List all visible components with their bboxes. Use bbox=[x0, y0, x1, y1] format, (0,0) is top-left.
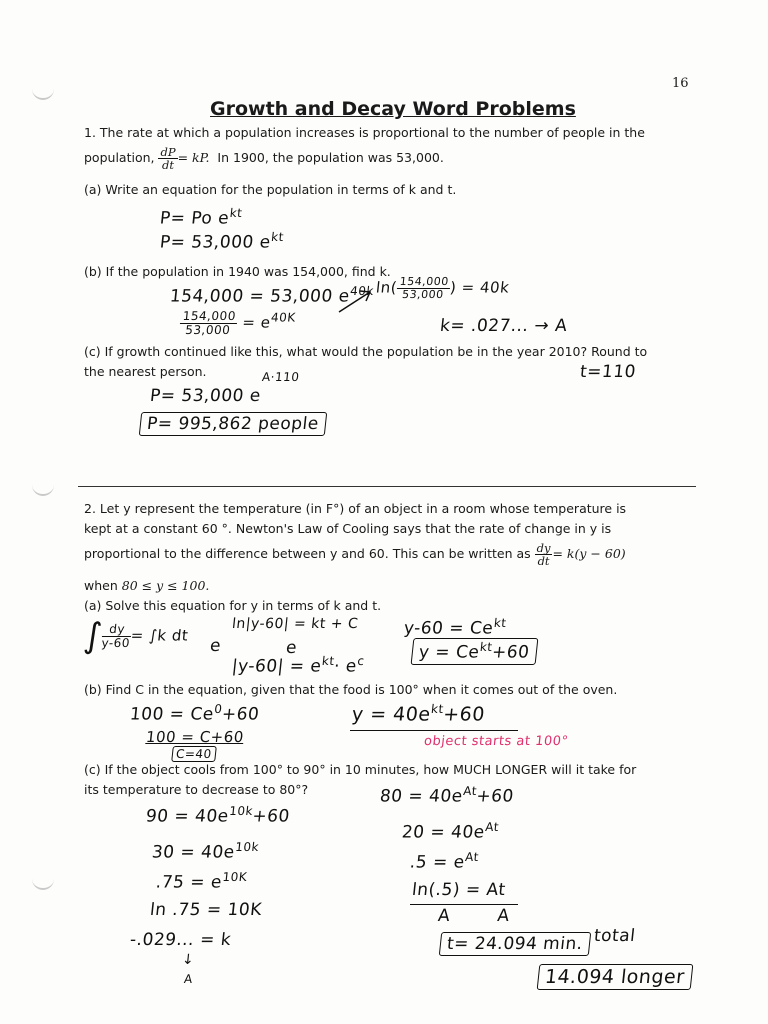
problem1-intro-prefix: population, bbox=[84, 150, 155, 166]
problem1-b-result: k= .027... → A bbox=[438, 316, 569, 336]
problem2-c-answer2: 14.094 longer bbox=[537, 964, 693, 990]
problem1-eq-den: dt bbox=[162, 158, 175, 173]
problem2-intro-line1: 2. Let y represent the temperature (in F°) of an object in a room whose temperature is bbox=[84, 501, 627, 516]
p1-a-w1-exp: kt bbox=[229, 206, 244, 220]
problem2-intro-line4 bbox=[84, 578, 209, 593]
problem2-intro-line3 bbox=[84, 542, 626, 567]
p1-b-w2-num: 154,000 bbox=[180, 310, 239, 324]
p2-b-result-exp: kt bbox=[430, 702, 445, 716]
p2-c-l3-exp: 10K bbox=[221, 870, 248, 884]
problem2-part-c-line1: (c) If the object cools from 100° to 90° in 10 minutes, how MUCH LONGER will it take for bbox=[84, 762, 637, 777]
p2-b-result-tail: +60 bbox=[442, 703, 486, 726]
problem1-part-a: (a) Write an equation for the population in terms of k and t. bbox=[84, 182, 457, 197]
p1-b-ln-den: 53,000 bbox=[401, 287, 445, 301]
p2-b-result-base: y = 40e bbox=[350, 703, 432, 726]
problem1-part-b: (b) If the population in 1940 was 154,000, find k. bbox=[84, 264, 391, 279]
p1-a-w2-base: P= 53,000 e bbox=[158, 232, 272, 253]
problem2-c-left1 bbox=[145, 804, 291, 827]
p1-b-ln-suffix: ) = 40k bbox=[449, 278, 511, 297]
p2-a-answer-exp: kt bbox=[479, 640, 494, 654]
problem2-c-left6: A bbox=[183, 972, 194, 986]
problem1-a-work2 bbox=[159, 230, 285, 253]
problem1-b-work2 bbox=[179, 310, 297, 336]
problem2-b-work3: C=40 bbox=[171, 746, 216, 762]
problem1-c-work1: P= 53,000 e bbox=[148, 386, 262, 406]
problem1-part-c-line1: (c) If growth continued like this, what would the population be in the year 2010? Round to bbox=[84, 344, 648, 359]
problem2-a-right1 bbox=[403, 616, 507, 639]
problem2-c-right1 bbox=[379, 784, 515, 807]
problem1-a-work1 bbox=[159, 206, 243, 229]
p2-c-l2-exp: 10k bbox=[234, 840, 260, 854]
problem2-b-result bbox=[351, 702, 486, 725]
page-number: 16 bbox=[672, 76, 689, 91]
problem1-c-exponent-note: A·110 bbox=[261, 370, 301, 384]
problem2-c-left5: -.029... = k bbox=[128, 930, 233, 950]
p2-a-int-num: dy bbox=[102, 623, 132, 637]
problem1-part-c-line2: the nearest person. bbox=[84, 364, 207, 379]
section-divider bbox=[78, 486, 696, 487]
problem2-part-c-line2: its temperature to decrease to 80°? bbox=[84, 782, 309, 797]
problem2-b-result-underline bbox=[350, 730, 518, 731]
p1-b-ln-fraction bbox=[396, 276, 452, 300]
p2-a-abs-exp1: kt bbox=[321, 654, 336, 668]
problem2-part-b: (b) Find C in the equation, given that the food is 100° when it comes out of the oven. bbox=[84, 682, 618, 697]
problem2-intro-line2: kept at a constant 60 °. Newton's Law of Cooling says that the rate of change in y is bbox=[84, 521, 612, 536]
integral-sign: ∫ bbox=[81, 616, 105, 656]
p2-b-w1-exp: 0 bbox=[213, 702, 224, 716]
p2-a-right1-exp: kt bbox=[493, 616, 508, 630]
p2-eq-rhs: = k(y − 60) bbox=[552, 546, 626, 562]
p2-eq-num: dy bbox=[536, 541, 551, 555]
p1-b-w2-den: 53,000 bbox=[184, 322, 232, 337]
p2-c-r2-exp: At bbox=[484, 820, 500, 834]
problem1-eq-rhs: = kP. bbox=[177, 150, 210, 166]
problem2-c-left2 bbox=[151, 840, 260, 863]
p2-c-r3-base: .5 = e bbox=[408, 852, 466, 873]
p2-c-r2-base: 20 = 40e bbox=[400, 822, 486, 843]
p2-c-l1-tail: +60 bbox=[251, 806, 291, 827]
problem2-b-note: object starts at 100° bbox=[423, 734, 570, 749]
problem2-b-work1 bbox=[129, 702, 261, 725]
down-arrow-icon: ↓ bbox=[181, 952, 196, 968]
problem1-c-answer: P= 995,862 people bbox=[139, 412, 327, 436]
problem2-equation-fraction bbox=[535, 542, 553, 567]
problem1-eq-num: dP bbox=[160, 145, 176, 159]
problem1-intro-suffix: In 1900, the population was 53,000. bbox=[217, 150, 444, 166]
p2-c-l1-exp: 10k bbox=[228, 804, 254, 818]
p1-a-w2-exp: kt bbox=[270, 230, 285, 244]
problem2-a-integral bbox=[82, 616, 190, 656]
p1-b-w1-exp: 40k bbox=[349, 284, 375, 298]
p2-c-l2-base: 30 = 40e bbox=[150, 842, 236, 863]
problem2-part-a: (a) Solve this equation for y in terms of k and t. bbox=[84, 598, 382, 613]
punch-hole-middle bbox=[32, 484, 54, 496]
p2-a-answer-base: y = Ce bbox=[417, 642, 481, 663]
p2-intro-line4-math: 80 ≤ y ≤ 100. bbox=[121, 578, 210, 593]
p2-a-abs-mid: · e bbox=[332, 656, 358, 677]
p1-a-w1-base: P= Po e bbox=[158, 208, 231, 229]
problem2-c-right3 bbox=[409, 850, 480, 873]
p2-c-l1-base: 90 = 40e bbox=[144, 806, 230, 827]
p2-a-abs-base: |y-60| = e bbox=[230, 656, 323, 677]
arrow-icon bbox=[336, 286, 376, 316]
problem2-a-answer bbox=[411, 638, 538, 665]
p2-a-int-fraction bbox=[101, 623, 132, 649]
p2-a-answer-tail: +60 bbox=[490, 642, 531, 663]
p2-a-right1-base: y-60 = Ce bbox=[402, 618, 495, 639]
p1-b-w2-rhs: = e bbox=[241, 313, 272, 332]
punch-hole-bottom bbox=[32, 878, 54, 890]
p1-b-w1-base: 154,000 = 53,000 e bbox=[168, 286, 351, 307]
problem2-b-work2: 100 = C+60 bbox=[145, 728, 245, 746]
p1-b-w2-exp: 40K bbox=[270, 310, 297, 325]
p2-c-r3-exp: At bbox=[464, 850, 480, 864]
problem2-a-e-left: e bbox=[208, 636, 223, 656]
problem2-c-right4-underline bbox=[410, 904, 518, 905]
p2-a-int-rhs: = ∫k dt bbox=[129, 626, 190, 645]
problem1-intro-line2 bbox=[84, 146, 444, 171]
p2-a-abs-exp2: c bbox=[356, 654, 366, 668]
punch-hole-top bbox=[32, 88, 54, 100]
p2-a-int-den: y-60 bbox=[100, 635, 131, 650]
p1-b-ln-prefix: ln( bbox=[375, 278, 399, 297]
problem2-c-right2 bbox=[401, 820, 500, 843]
p2-eq-den: dt bbox=[537, 554, 550, 569]
p2-c-r1-exp: At bbox=[462, 784, 478, 798]
problem2-a-ln: ln|y-60| = kt + C bbox=[231, 616, 360, 632]
problem2-c-answer1: t= 24.094 min. bbox=[439, 932, 591, 956]
p2-c-l3-base: .75 = e bbox=[154, 872, 223, 893]
problem2-a-abs bbox=[231, 654, 365, 677]
problem2-c-left4: ln .75 = 10K bbox=[148, 900, 263, 920]
problem2-c-right4: ln(.5) = At bbox=[410, 880, 507, 900]
p1-b-ln-num: 154,000 bbox=[397, 276, 451, 289]
p1-b-w2-fraction bbox=[179, 310, 239, 336]
problem2-a-e-right: e bbox=[284, 638, 299, 658]
p2-intro-line4-prefix: when bbox=[84, 578, 118, 593]
page-title: Growth and Decay Word Problems bbox=[210, 98, 576, 120]
p2-c-r1-tail: +60 bbox=[475, 786, 515, 807]
problem2-c-total: total bbox=[592, 926, 637, 946]
p2-c-r1-base: 80 = 40e bbox=[378, 786, 464, 807]
problem1-c-t-note: t=110 bbox=[578, 362, 637, 382]
problem1-equation-fraction bbox=[158, 146, 177, 171]
p2-intro-line3-text: proportional to the difference between y and 60. This can be written as bbox=[84, 546, 531, 562]
p2-b-w1-base: 100 = Ce bbox=[128, 704, 215, 725]
problem2-c-left3 bbox=[155, 870, 248, 893]
problem1-b-ln bbox=[375, 276, 511, 300]
p2-b-w1-tail: +60 bbox=[220, 704, 261, 725]
problem1-intro-line1: 1. The rate at which a population increases is proportional to the number of people in the bbox=[84, 125, 645, 140]
problem2-c-right5: A A bbox=[436, 906, 511, 926]
